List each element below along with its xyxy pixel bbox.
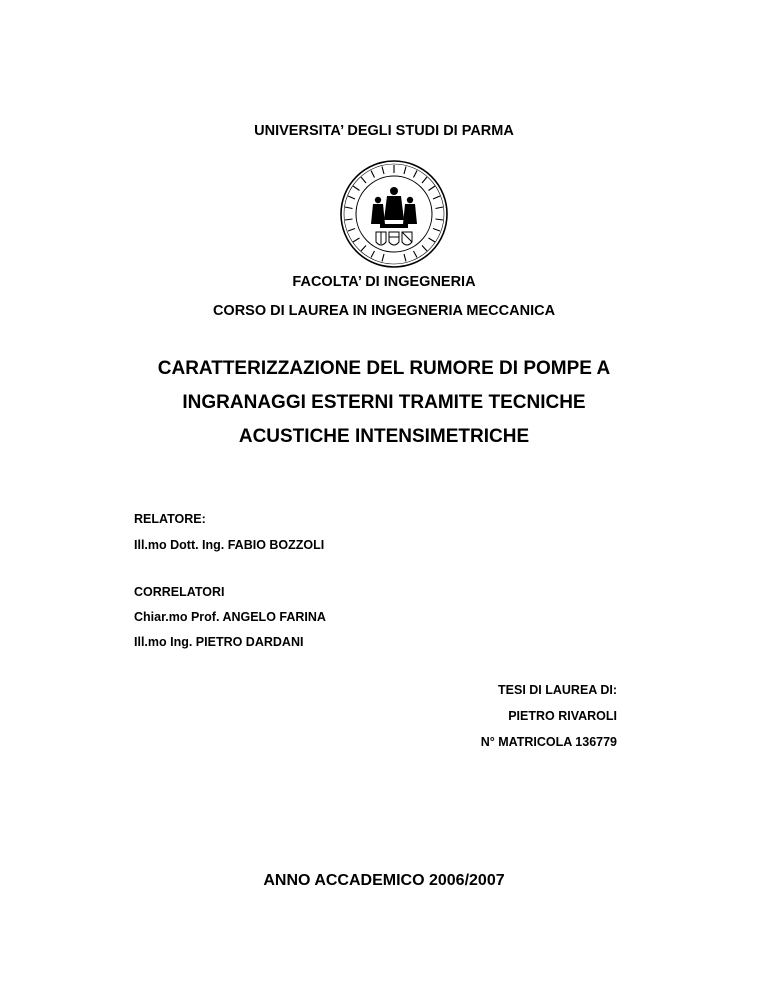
university-seal-icon [338, 158, 450, 270]
thesis-title-line: INGRANAGGI ESTERNI TRAMITE TECNICHE [182, 392, 586, 413]
course-name: CORSO DI LAUREA IN INGEGNERIA MECCANICA [212, 303, 556, 319]
relatore-name: Ill.mo Dott. Ing. FABIO BOZZOLI [134, 538, 325, 552]
thesis-matricola: N° MATRICOLA 136779 [480, 735, 617, 749]
faculty-name: FACOLTA’ DI INGEGNERIA [292, 274, 476, 290]
thesis-author-heading: TESI DI LAUREA DI: [498, 683, 617, 697]
academic-year: ANNO ACCADEMICO 2006/2007 [263, 872, 505, 889]
thesis-author-name: PIETRO RIVAROLI [508, 709, 617, 723]
thesis-title-line: ACUSTICHE INTENSIMETRICHE [238, 426, 530, 447]
correlatori-heading: CORRELATORI [134, 585, 225, 599]
correlatore-name: Chiar.mo Prof. ANGELO FARINA [134, 610, 326, 624]
correlatore-name: Ill.mo Ing. PIETRO DARDANI [134, 635, 304, 649]
relatore-heading: RELATORE: [134, 512, 206, 526]
university-name: UNIVERSITA’ DEGLI STUDI DI PARMA [254, 123, 514, 139]
thesis-title-line: CARATTERIZZAZIONE DEL RUMORE DI POMPE A [157, 358, 611, 379]
